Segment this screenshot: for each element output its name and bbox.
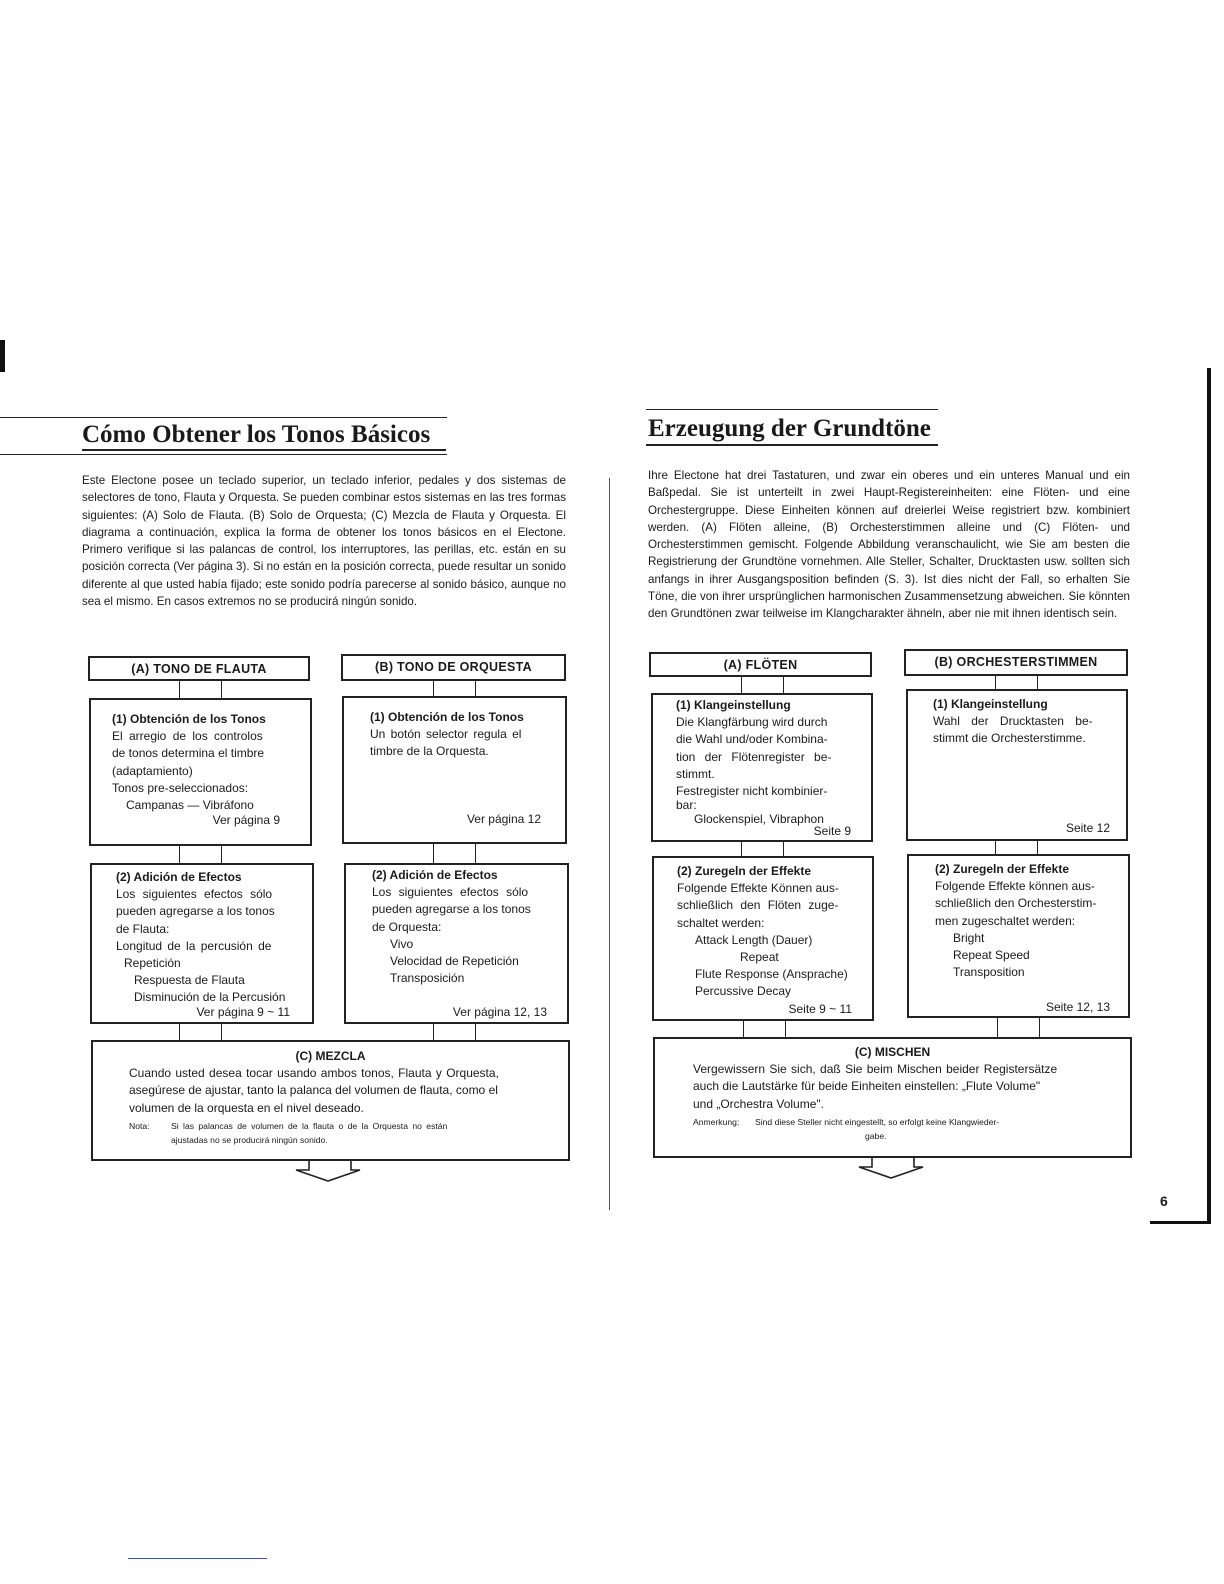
connector (1039, 1018, 1040, 1037)
text-subline: Campanas — Vibráfono (126, 798, 254, 813)
note-label: Anmerkung: (693, 1116, 740, 1127)
text-subline: Respuesta de Flauta (134, 973, 245, 988)
title-underline (82, 449, 446, 451)
text-subline: Percussive Decay (695, 984, 792, 999)
connector (179, 1024, 180, 1041)
box-a2-efectos (90, 863, 314, 1024)
connector (997, 1018, 998, 1037)
intro-text-de: Ihre Electone hat drei Tastaturen, und zwar ein oberes und ein unteres Manual und ein Baßpedal. Sie ist unterteilt in zwei Haupt-Registereinheiten: eine Flöten- und eine Orchestergruppe. Diese Einheiten können auf dreierlei Weise registriert bzw. kombiniert werden. (A) Flöten alleine, (B) Orchesterstimmen alleine und (C) Flöten- und Orchesterstimmen gemischt. Folgende Abbildung veranschaulicht, wie Sie am besten die Registrierung der Grundtöne vornehmen. Alle Steller, Schalter, Drucktasten usw. sollten sich anfangs in ihrer Ausgangsposition befinden (S. 3). Ist dies nicht der Fall, so erhalten Sie Töne, die von ihrer ursprünglichen harmonischen Zusammensetzung abweichen. Sie könnten den Grundtönen zwar teilweise im Klangcharakter ähneln, aber nie mit ihnen identisch sein. (648, 469, 1130, 621)
header-b-orquesta (341, 654, 566, 681)
header-a-flauta (88, 656, 310, 681)
box-b1-title: (1) Obtención de los Tonos (370, 710, 524, 724)
text-subline: Vivo (390, 936, 414, 951)
text-line: El arregio de los controlos (112, 729, 263, 744)
box-b2-title-de: (2) Zuregeln der Effekte (935, 862, 1070, 876)
box-b1-klang (906, 689, 1128, 841)
text-line: Festregister nicht kombinier- (676, 784, 828, 799)
header-b-label-de: (B) ORCHESTERSTIMMEN (934, 655, 1098, 669)
note-line: gabe. (865, 1130, 887, 1141)
text-line: asegúrese de ajustar, tanto la palanca del volumen de flauta, como el (129, 1083, 498, 1098)
text-line: bar: (676, 798, 697, 813)
text-line: und „Orchestra Volume". (693, 1096, 824, 1111)
box-a1-klang (651, 693, 873, 842)
box-a1-title: (1) Obtención de los Tonos (112, 712, 266, 726)
note-line: Sind diese Steller nicht eingestellt, so erfolgt keine Klangwieder- (755, 1116, 1000, 1127)
box-a2-title: (2) Adición de Efectos (116, 870, 242, 884)
box-b2-effekte (907, 854, 1130, 1018)
text-line: Repetición (124, 956, 181, 971)
text-line: Longitud de la percusión de (116, 938, 272, 953)
text-line: pueden agregarse a los tonos (372, 902, 531, 917)
connector (741, 677, 742, 694)
title-rule-top-de (646, 409, 938, 410)
box-a1-obtencion (89, 698, 312, 846)
connector (433, 844, 434, 863)
down-arrow (294, 1160, 366, 1184)
page-ref: Seite 12 (1065, 821, 1110, 835)
text-line: men zugeschaltet werden: (935, 913, 1076, 928)
text-line: de Orquesta: (372, 919, 442, 934)
connector (995, 676, 996, 690)
text-line: Folgende Effekte Können aus- (677, 881, 839, 896)
text-line: Los siguientes efectos sólo (372, 885, 529, 900)
box-b2-efectos (344, 863, 569, 1024)
connector (785, 1021, 786, 1038)
text-line: de Flauta: (116, 921, 170, 936)
page-title-de: Erzeugung der Grundtöne (648, 415, 931, 442)
text-subline: Transposition (953, 965, 1025, 980)
connector (221, 1024, 222, 1041)
connector (433, 681, 434, 697)
text-line: volumen de la orquesta en el nivel deseado. (129, 1100, 364, 1115)
text-line: schaltet werden: (677, 915, 765, 930)
title-underline-de (646, 444, 938, 446)
text-line: Die Klangfärbung wird durch (676, 715, 828, 730)
connector (741, 842, 742, 857)
box-a2-effekte (652, 856, 874, 1021)
header-a-label-de: (A) FLÖTEN (723, 658, 798, 672)
connector (475, 1024, 476, 1041)
text-subline: Bright (953, 930, 985, 945)
header-b-orchester (904, 649, 1128, 676)
connector (433, 1024, 434, 1041)
page-ref: Ver página 12, 13 (452, 1005, 547, 1019)
note-label: Nota: (129, 1120, 150, 1131)
connector (1037, 841, 1038, 855)
page-ref: Seite 9 (813, 824, 851, 838)
header-b-label: (B) TONO DE ORQUESTA (375, 660, 532, 674)
title-rule-bottom (0, 454, 447, 455)
text-line: Folgende Effekte können aus- (935, 879, 1095, 894)
text-subline: Flute Response (Ansprache) (695, 967, 848, 982)
page-edge-bottom (1150, 1221, 1210, 1224)
text-subline: Repeat Speed (953, 948, 1030, 963)
box-c-title: (C) MEZCLA (295, 1049, 366, 1063)
text-line: Un botón selector regula el (370, 727, 522, 742)
text-line: Vergewissern Sie sich, daß Sie beim Mischen beider Registersätze (693, 1062, 1058, 1077)
connector (221, 846, 222, 864)
connector (221, 681, 222, 699)
page-number: 6 (1160, 1193, 1168, 1209)
connector (1037, 676, 1038, 690)
box-b2-title: (2) Adición de Efectos (372, 868, 498, 882)
text-line: Los siguientes efectos sólo (116, 887, 273, 902)
box-b1-title-de: (1) Klangeinstellung (933, 697, 1048, 711)
text-line: Cuando usted desea tocar usando ambos tonos, Flauta y Orquesta, (129, 1066, 499, 1081)
connector (743, 1021, 744, 1038)
text-line: schließlich den Orchesterstim- (935, 896, 1097, 911)
text-line: (adaptamiento) (112, 763, 193, 778)
text-line: auch die Lautstärke für beide Einheiten einstellen: „Flute Volume" (693, 1079, 1041, 1094)
text-line: tion der Flötenregister be- (676, 749, 832, 764)
text-line: stimmt. (676, 766, 715, 781)
box-a2-title-de: (2) Zuregeln der Effekte (677, 864, 812, 878)
text-line: die Wahl und/oder Kombina- (676, 732, 828, 747)
page-ref: Ver página 9 ~ 11 (196, 1005, 290, 1019)
text-line: timbre de la Orquesta. (370, 744, 489, 759)
text-line: Wahl der Drucktasten be- (933, 714, 1093, 729)
page-divider (609, 478, 610, 1210)
box-b1-obtencion (342, 696, 567, 844)
text-subline: Glockenspiel, Vibraphon (694, 812, 824, 827)
text-subline: Attack Length (Dauer) (695, 932, 813, 947)
connector (995, 841, 996, 855)
header-a-floeten (649, 652, 872, 677)
connector (783, 842, 784, 857)
page-title-es: Cómo Obtener los Tonos Básicos (82, 421, 431, 448)
text-line: schließlich den Flöten zuge- (677, 898, 839, 913)
text-line: pueden agregarse a los tonos (116, 904, 275, 919)
note-line: ajustadas no se producirá ningún sonido. (171, 1134, 328, 1145)
connector (179, 846, 180, 864)
text-subline: Velocidad de Repetición (390, 954, 519, 969)
title-rule-top (0, 417, 447, 418)
text-subline: Repeat (740, 950, 779, 965)
page-ref: Ver página 9 (212, 813, 280, 827)
down-arrow (857, 1157, 929, 1181)
page-ref: Seite 9 ~ 11 (788, 1002, 852, 1016)
intro-text-es: Este Electone posee un teclado superior, un teclado inferior, pedales y dos sistemas de selectores de tono, Flauta y Orquesta. Se pueden combinar estos sistemas en las tres formas siguientes: (A) Solo de Flauta. (B) Solo de Orquesta; (C) Mezcla de Flauta y Orquesta. El diagrama a continuación, explica la forma de obtener los tonos básicos en el Electone. Primero verifique si las palancas de control, los interruptores, las perillas, etc. están en su posición correcta (Ver página 3). Si no están en la posición correcta, puede resultar un sonido diferente al que usted había fijado; este sonido podría parecerse al sonido básico, aunque no sea el mismo. En casos extremos no se producirá ningún sonido. (82, 474, 566, 609)
note-line: Si las palancas de volumen de la flauta o de la Orquesta no están (171, 1120, 448, 1131)
box-c-mezcla (91, 1040, 570, 1161)
text-subline: Transposición (390, 971, 465, 986)
text-line: de tonos determina el timbre (112, 746, 265, 761)
box-a1-title-de: (1) Klangeinstellung (676, 698, 791, 712)
connector (475, 844, 476, 863)
text-line: stimmt die Orchesterstimme. (933, 731, 1086, 746)
text-subline: Disminución de la Percusión (134, 990, 286, 1005)
connector (179, 681, 180, 699)
text-line: Tonos pre-seleccionados: (112, 780, 249, 795)
box-c-mischen (653, 1037, 1132, 1158)
bottom-link-line (128, 1558, 267, 1559)
page-ref: Seite 12, 13 (1045, 1000, 1110, 1014)
page-edge-right (1207, 368, 1211, 1224)
page-ref: Ver página 12 (466, 812, 541, 826)
connector (475, 681, 476, 697)
box-c-title-de: (C) MISCHEN (854, 1045, 931, 1059)
header-a-label: (A) TONO DE FLAUTA (131, 662, 267, 676)
connector (783, 677, 784, 694)
scan-edge-mark (0, 340, 5, 372)
